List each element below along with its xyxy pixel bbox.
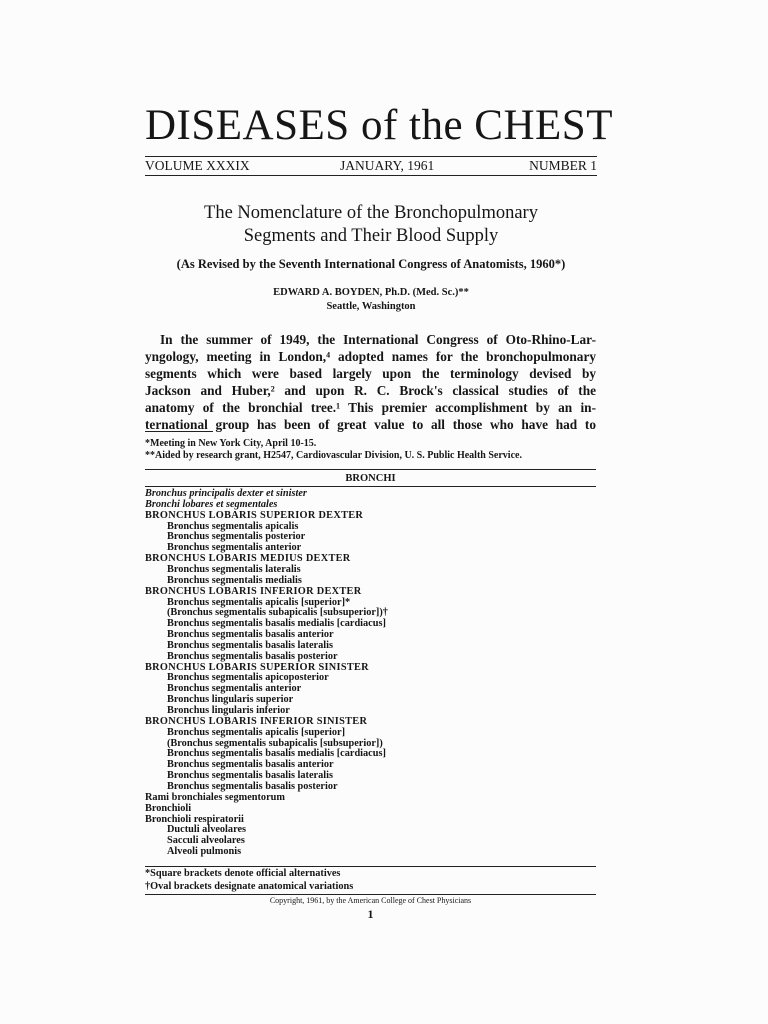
table-row: Bronchus segmentalis apicalis [superior]* (167, 596, 351, 608)
table-lobe-heading: BRONCHUS LOBARIS INFERIOR SINISTER (145, 715, 368, 727)
table-note-square-brackets: *Square brackets denote official alternatives (145, 868, 341, 879)
footnote-meeting: *Meeting in New York City, April 10-15. (145, 438, 317, 449)
table-row: (Bronchus segmentalis subapicalis [subsuperior])† (167, 607, 388, 619)
table-row: Bronchus segmentalis apicalis (167, 520, 299, 532)
page-number: 1 (367, 907, 374, 921)
table-row: Bronchus principalis dexter et sinister (145, 488, 307, 499)
table-row: Bronchus segmentalis basalis medialis [cardiacus] (167, 618, 386, 630)
table-row: Bronchus segmentalis basalis lateralis (167, 639, 334, 651)
masthead-rule-top (145, 156, 597, 157)
volume-label: VOLUME XXXIX (145, 158, 250, 173)
table-row: Bronchus segmentalis basalis anterior (167, 759, 334, 771)
article-title-line-1: The Nomenclature of the Bronchopulmonary (204, 203, 538, 223)
body-paragraph-line: segments which were based largely upon the terminology devised by (145, 366, 596, 381)
table-row: Bronchus segmentalis basalis anterior (167, 629, 334, 641)
table-row: (Bronchus segmentalis subapicalis [subsuperior]) (167, 737, 383, 749)
table-row: Sacculi alveolares (167, 835, 245, 847)
table-lobe-heading: BRONCHUS LOBARIS SUPERIOR SINISTER (145, 661, 369, 673)
body-paragraph-line: yngology, meeting in London,⁴ adopted names for the bronchopulmonary (145, 349, 596, 364)
body-paragraph-line: In the summer of 1949, the International Congress of Oto-Rhino-Lar- (160, 332, 596, 347)
body-paragraph-line: ternational group has been of great value to all those who have had to (145, 417, 596, 432)
table-row: Bronchus lingularis inferior (167, 705, 290, 716)
table-row: Ductuli alveolares (167, 824, 247, 836)
author-name: EDWARD A. BOYDEN, Ph.D. (Med. Sc.)** (273, 287, 469, 298)
table-row: Bronchioli respiratorii (145, 813, 244, 825)
table-row: Bronchus segmentalis apicalis [superior] (167, 726, 346, 738)
table-row: Bronchus segmentalis lateralis (167, 563, 301, 575)
issue-line (145, 158, 597, 174)
issue-date: JANUARY, 1961 (340, 158, 435, 173)
table-lobe-heading: BRONCHUS LOBARIS INFERIOR DEXTER (145, 585, 362, 597)
footnote-separator (145, 431, 213, 432)
body-paragraph-line: Jackson and Huber,² and upon R. C. Brock's classical studies of the (145, 383, 596, 398)
table-row: Bronchi lobares et segmentales (145, 498, 278, 510)
table-row: Bronchus segmentalis anterior (167, 683, 302, 695)
masthead-rule-bottom (145, 175, 597, 176)
article-title-line-2: Segments and Their Blood Supply (243, 226, 499, 246)
body-paragraph-line: anatomy of the bronchial tree.¹ This premier accomplishment by an in- (145, 400, 596, 415)
table-row: Rami bronchiales segmentorum (145, 791, 285, 803)
table-row: Bronchus segmentalis basalis posterior (167, 780, 338, 792)
table-row: Bronchus lingularis superior (167, 694, 294, 706)
journal-title: DISEASES of the CHEST (145, 102, 613, 149)
table-lobe-heading: BRONCHUS LOBARIS SUPERIOR DEXTER (145, 509, 364, 521)
article-subtitle: (As Revised by the Seventh International Congress of Anatomists, 1960*) (176, 257, 566, 271)
table-rule-header (145, 486, 596, 487)
table-row: Bronchus segmentalis apicoposterior (167, 672, 329, 684)
author-location: Seattle, Washington (326, 301, 416, 312)
table-lobe-heading: BRONCHUS LOBARIS MEDIUS DEXTER (145, 553, 351, 565)
table-row: Bronchus segmentalis anterior (167, 542, 302, 554)
table-note-oval-brackets: †Oval brackets designate anatomical variations (145, 881, 354, 892)
footnote-grant: **Aided by research grant, H2547, Cardiovascular Division, U. S. Public Health Service. (145, 450, 522, 461)
table-row: Bronchus segmentalis basalis medialis [cardiacus] (167, 748, 386, 760)
table-row: Bronchioli (145, 802, 192, 814)
table-row: Bronchus segmentalis basalis lateralis (167, 770, 334, 782)
table-row: Alveoli pulmonis (167, 846, 242, 858)
table-row: Bronchus segmentalis basalis posterior (167, 650, 338, 662)
table-rule-top (145, 469, 596, 470)
table-rule-end (145, 894, 596, 895)
table-row: Bronchus segmentalis medialis (167, 574, 302, 586)
copyright-notice: Copyright, 1961, by the American College of Chest Physicians (269, 896, 472, 905)
table-row: Bronchus segmentalis posterior (167, 531, 306, 543)
issue-number: NUMBER 1 (529, 158, 597, 173)
table-heading: BRONCHI (345, 473, 396, 484)
